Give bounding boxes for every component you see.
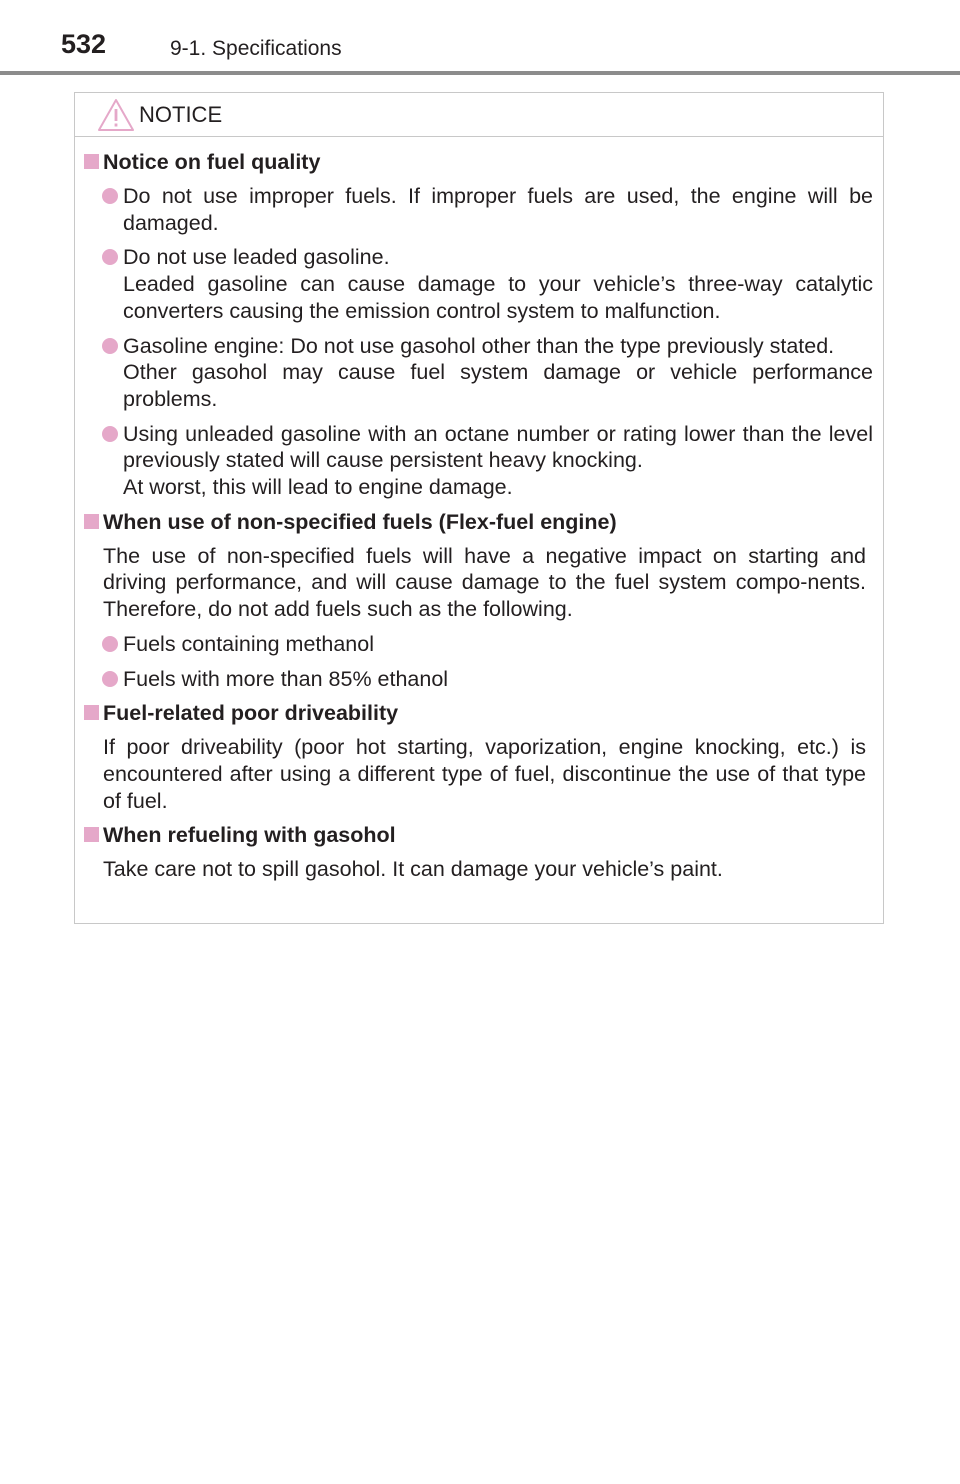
bullet-text: Using unleaded gasoline with an octane number or rating lower than the level previously stated will cause persistent heavy knocking. xyxy=(123,421,873,473)
notice-title: NOTICE xyxy=(139,102,223,127)
circle-bullet-icon xyxy=(102,188,118,204)
section-heading xyxy=(75,822,883,848)
paragraph-text: If poor driveability (poor hot starting, vaporization, engine knocking, etc.) is encountered after using a different type of fuel, discontinue the use of that type of fuel. xyxy=(103,735,866,813)
header-rule xyxy=(0,71,960,75)
bullet-text: Leaded gasoline can cause damage to your vehicle’s three-way catalytic converters causing the emission control system to malfunction. xyxy=(123,272,873,323)
circle-bullet-icon xyxy=(102,426,118,442)
heading-text: When use of non-specified fuels (Flex-fuel engine) xyxy=(103,509,617,534)
notice-content xyxy=(75,149,883,891)
section-paragraph xyxy=(103,734,866,814)
list-item xyxy=(123,244,873,324)
circle-bullet-icon xyxy=(102,671,118,687)
heading-text: Fuel-related poor driveability xyxy=(103,701,399,726)
section-heading xyxy=(75,149,883,175)
circle-bullet-icon xyxy=(102,338,118,354)
section-heading xyxy=(75,509,883,535)
paragraph-text: Take care not to spill gasohol. It can damage your vehicle’s paint. xyxy=(103,857,723,882)
heading-text: Notice on fuel quality xyxy=(103,150,321,174)
bullet-text: Fuels containing methanol xyxy=(123,631,374,656)
bullet-text: Do not use improper fuels. If improper fuels are used, the engine will be damaged. xyxy=(123,184,873,235)
list-item xyxy=(123,183,873,236)
heading-text: When refueling with gasohol xyxy=(103,823,396,848)
bullet-text: Fuels with more than 85% ethanol xyxy=(123,666,449,691)
list-item xyxy=(123,333,873,413)
section-title: 9-1. Specifications xyxy=(170,37,342,60)
section-paragraph xyxy=(103,543,866,623)
bullet-text: Gasoline engine: Do not use gasohol other than the type previously stated. xyxy=(123,333,835,358)
square-bullet-icon xyxy=(84,827,99,842)
circle-bullet-icon xyxy=(102,636,118,652)
bullet-text: Do not use leaded gasoline. xyxy=(123,245,390,270)
bullet-text: Other gasohol may cause fuel system damage or vehicle performance problems. xyxy=(123,360,873,411)
notice-header xyxy=(75,93,883,137)
square-bullet-icon xyxy=(84,705,99,720)
square-bullet-icon xyxy=(84,154,99,169)
paragraph-text: The use of non-specified fuels will have a negative impact on starting and driving performance, and will cause damage to the fuel system compo-nents. Therefore, do not add fuels such as the following. xyxy=(103,543,866,622)
section-heading xyxy=(75,700,883,726)
square-bullet-icon xyxy=(84,514,99,529)
page-number: 532 xyxy=(61,29,107,59)
list-item xyxy=(123,631,873,658)
warning-triangle-icon xyxy=(97,98,135,132)
page-header xyxy=(0,0,960,76)
list-item xyxy=(123,421,873,501)
section-paragraph xyxy=(103,856,866,883)
bullet-text: At worst, this will lead to engine damage. xyxy=(123,475,513,500)
notice-box xyxy=(74,92,884,924)
circle-bullet-icon xyxy=(102,249,118,265)
list-item xyxy=(123,666,873,693)
